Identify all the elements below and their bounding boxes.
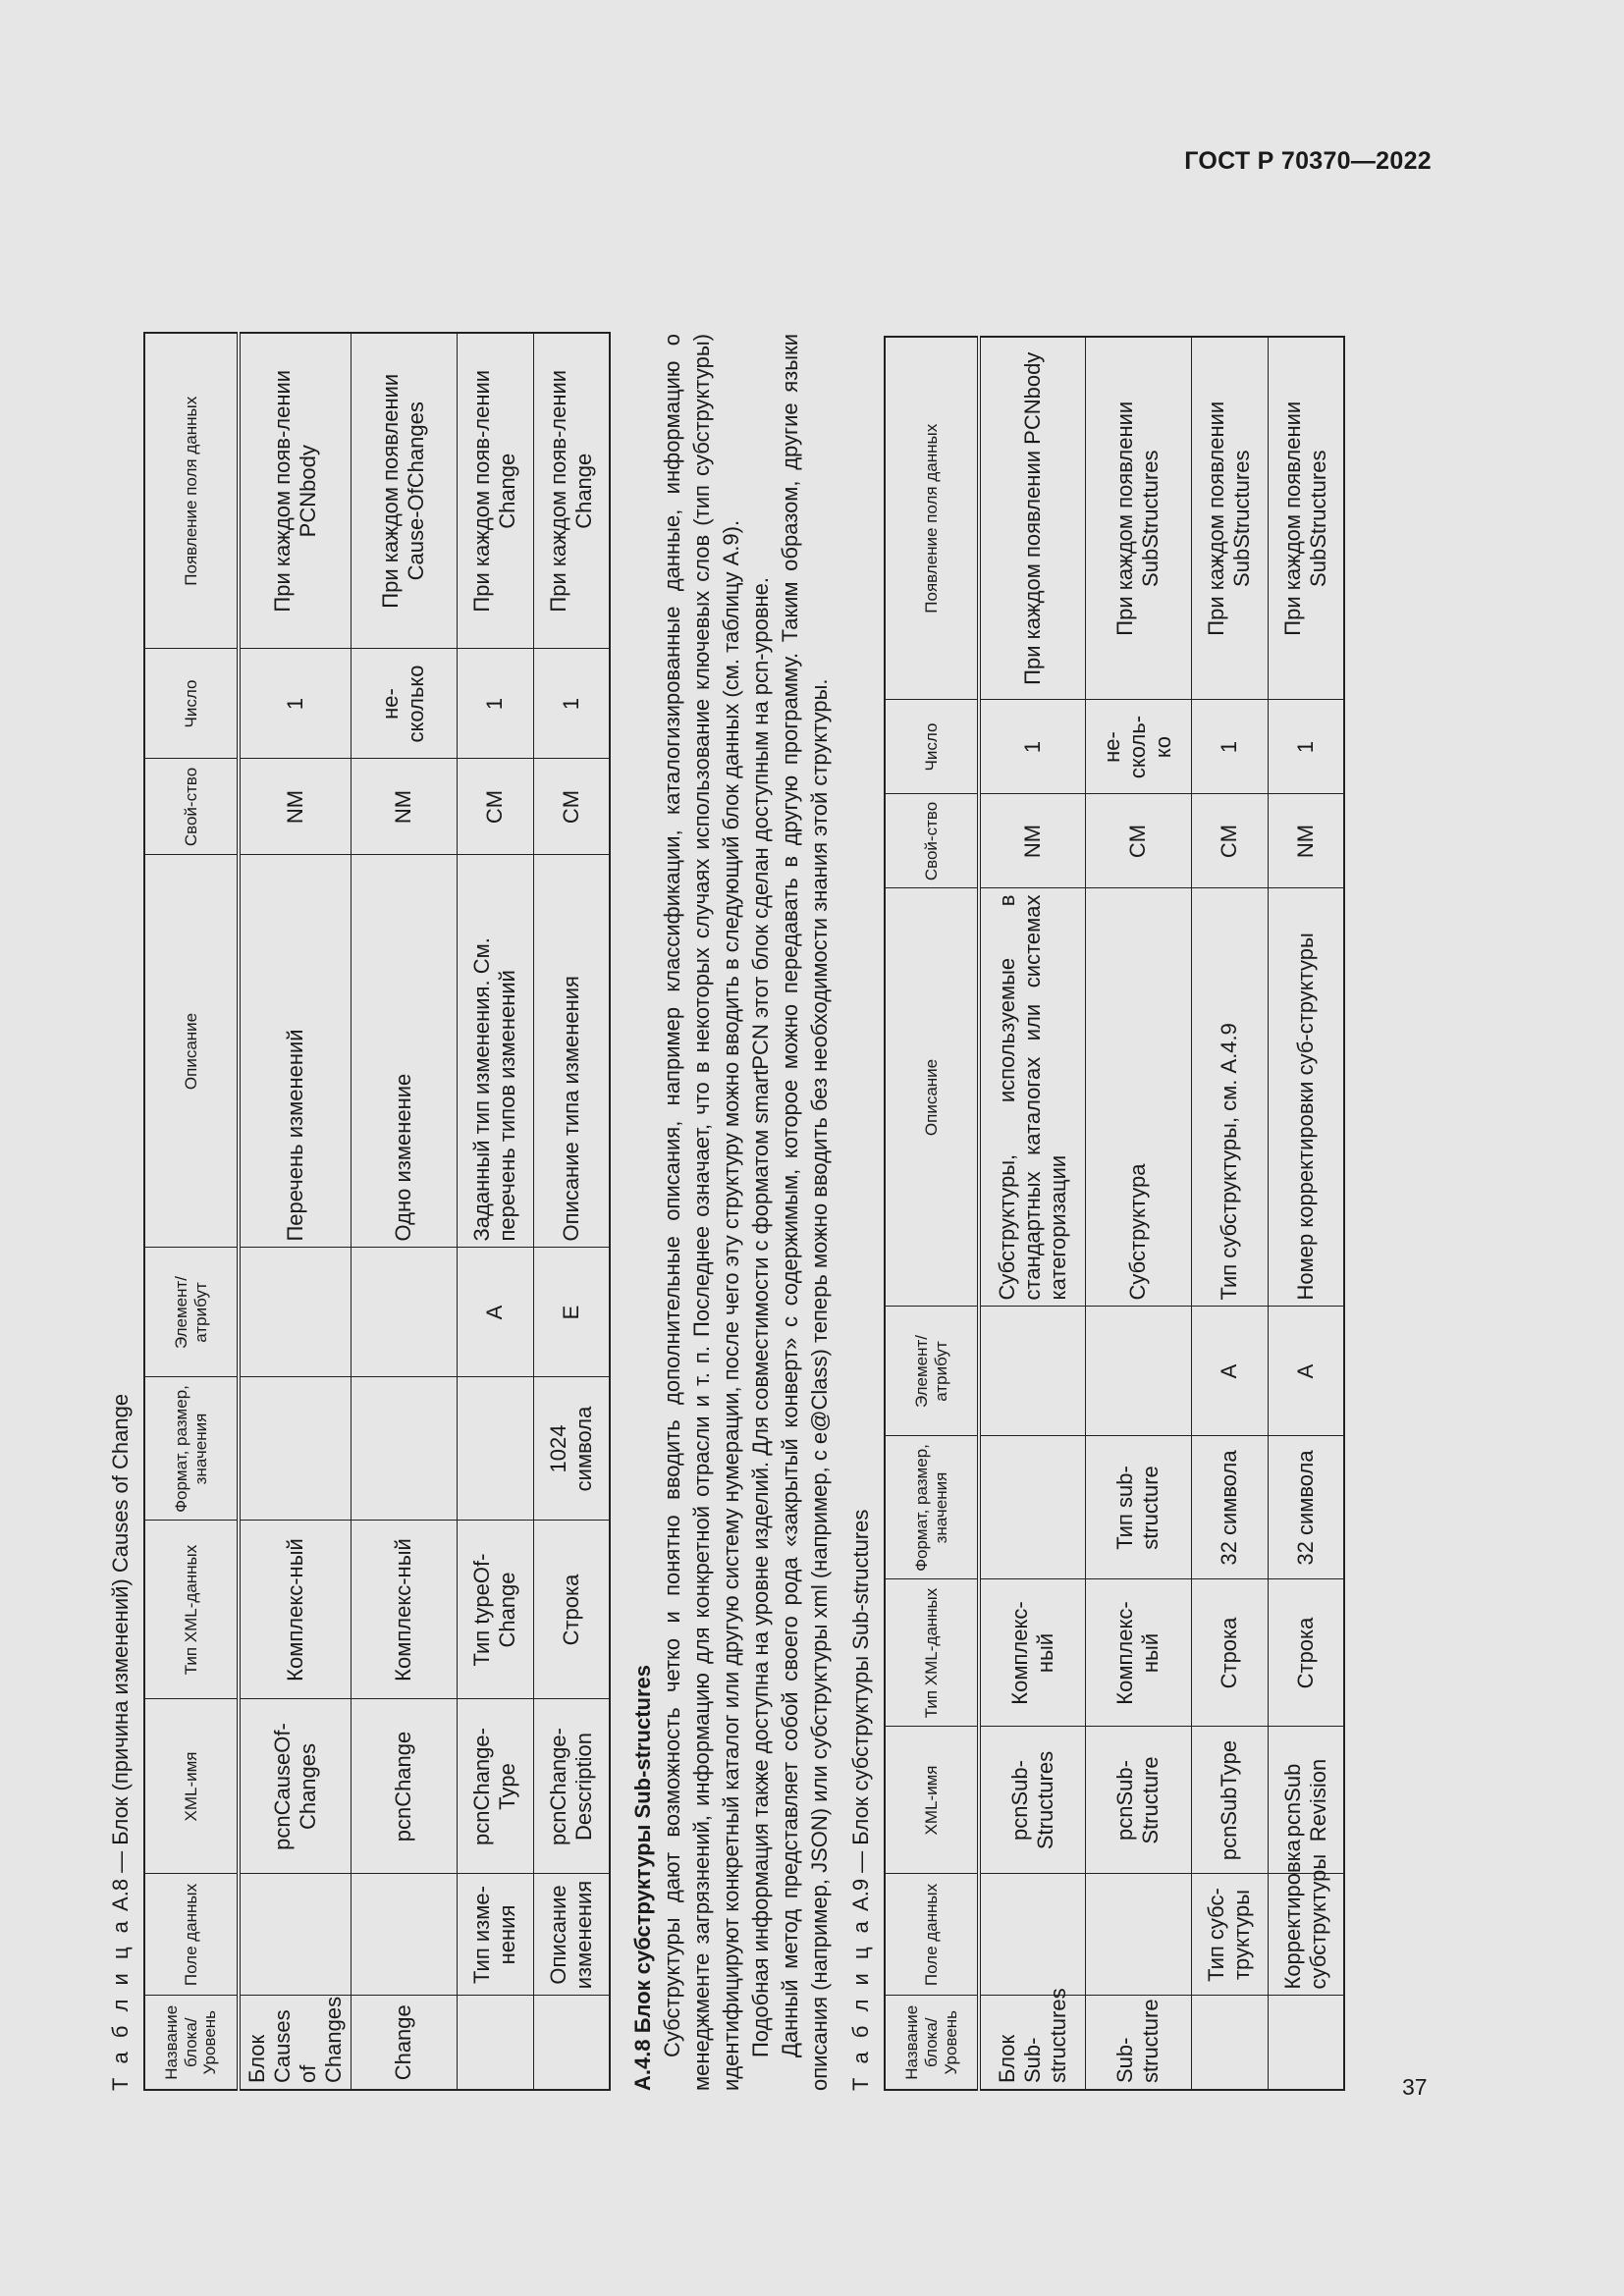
cell-count: 1 bbox=[1268, 700, 1344, 794]
cell-element bbox=[979, 1307, 1085, 1436]
cell-count: 1 bbox=[239, 649, 351, 759]
cell-field: Тип изме-нения bbox=[457, 1874, 533, 1996]
cell-field bbox=[1085, 1874, 1191, 1996]
caption-label: Т а б л и ц а bbox=[108, 1917, 133, 2091]
cell-count: не-сколько bbox=[351, 649, 457, 759]
page-number: 37 bbox=[1402, 2074, 1428, 2100]
cell-field: Корректировка субструктуры bbox=[1268, 1874, 1344, 1996]
cell-description: Номер корректировки суб-структуры bbox=[1268, 888, 1344, 1307]
cell-xml-type: Тип typeOf-Change bbox=[457, 1521, 533, 1699]
table-a9 bbox=[884, 336, 1345, 2091]
cell-format bbox=[979, 1436, 1085, 1579]
cell-element: A bbox=[1268, 1307, 1344, 1436]
cell-xml-type: Комплекс-ный bbox=[979, 1579, 1085, 1727]
header-cell: Поле данных bbox=[144, 1874, 239, 1996]
cell-block bbox=[1191, 1996, 1268, 2090]
cell-element: A bbox=[457, 1248, 533, 1377]
cell-property: CM bbox=[1191, 794, 1268, 888]
section-heading: А.4.8 Блок субструктуры Sub-structures bbox=[630, 1664, 656, 2091]
cell-description: Перечень изменений bbox=[239, 855, 351, 1248]
cell-description: Субструктура bbox=[1085, 888, 1191, 1307]
caption-label: Т а б л и ц а bbox=[848, 1917, 874, 2091]
header-cell: Название блока/ Уровень bbox=[144, 1996, 239, 2090]
section-paragraph: Данный метод представляет собой своего рода «закрытый конверт» с содержимым, которое можно передавать в другую программу. Таким образом, другие языки описания (например, JSON) или субструктуры xml (например, с e@Class) теперь можно вводить без необходимости знания этой структуры. bbox=[778, 334, 833, 2091]
cell-xml-name: pcnChange-Type bbox=[457, 1699, 533, 1874]
header-cell: Формат, размер, значения bbox=[885, 1436, 979, 1579]
cell-property: CM bbox=[457, 759, 533, 855]
cell-xml-type: Комплекс-ный bbox=[239, 1521, 351, 1699]
cell-description: Одно изменение bbox=[351, 855, 457, 1248]
cell-count: 1 bbox=[1191, 700, 1268, 794]
table-header-row bbox=[144, 333, 239, 2090]
cell-occurrence: При каждом появлении SubStructures bbox=[1191, 337, 1268, 700]
cell-block: Change bbox=[351, 1996, 457, 2090]
header-cell: Элемент/ атрибут bbox=[885, 1307, 979, 1436]
cell-block: Блок Causes of Changes bbox=[239, 1996, 351, 2090]
header-cell: Тип XML-данных bbox=[144, 1521, 239, 1699]
cell-format: 1024 символа bbox=[533, 1377, 610, 1521]
cell-xml-name: pcnChange-Description bbox=[533, 1699, 610, 1874]
cell-count: 1 bbox=[457, 649, 533, 759]
cell-format: Тип sub-structure bbox=[1085, 1436, 1191, 1579]
cell-description: Субструктуры, используемые в стандартных каталогах или системах категоризации bbox=[979, 888, 1085, 1307]
cell-element bbox=[1085, 1307, 1191, 1436]
cell-xml-type: Строка bbox=[1268, 1579, 1344, 1727]
cell-xml-name: pcnSub-Structures bbox=[979, 1727, 1085, 1874]
cell-xml-name: pcnSub Revision bbox=[1268, 1727, 1344, 1874]
cell-block: Sub-structure bbox=[1085, 1996, 1191, 2090]
cell-xml-name: pcnSub-Structure bbox=[1085, 1727, 1191, 1874]
cell-format: 32 символа bbox=[1268, 1436, 1344, 1579]
caption-title: А.8 — Блок (причина изменений) Causes of Change bbox=[108, 1393, 133, 1911]
cell-element: E bbox=[533, 1248, 610, 1377]
section-a48 bbox=[628, 334, 835, 2091]
table-row bbox=[979, 337, 1085, 2090]
cell-field: Тип субс-труктуры bbox=[1191, 1874, 1268, 1996]
table-row bbox=[1085, 337, 1191, 2090]
cell-property: CM bbox=[533, 759, 610, 855]
standard-designation: ГОСТ Р 70370—2022 bbox=[1184, 147, 1432, 175]
header-cell: Описание bbox=[885, 888, 979, 1307]
cell-description: Тип субструктуры, см. А.4.9 bbox=[1191, 888, 1268, 1307]
header-cell: Элемент/ атрибут bbox=[144, 1248, 239, 1377]
header-cell: XML-имя bbox=[885, 1727, 979, 1874]
rotated-content bbox=[108, 226, 1502, 2091]
cell-xml-type: Комплекс-ный bbox=[351, 1521, 457, 1699]
table-row bbox=[1268, 337, 1344, 2090]
cell-format bbox=[239, 1377, 351, 1521]
cell-field bbox=[239, 1874, 351, 1996]
cell-field bbox=[351, 1874, 457, 1996]
cell-count: 1 bbox=[979, 700, 1085, 794]
header-cell: Тип XML-данных bbox=[885, 1579, 979, 1727]
table-a8 bbox=[143, 332, 611, 2091]
header-cell: Число bbox=[885, 700, 979, 794]
header-cell: Поле данных bbox=[885, 1874, 979, 1996]
cell-property: NM bbox=[1268, 794, 1344, 888]
cell-xml-type: Строка bbox=[533, 1521, 610, 1699]
cell-count: 1 bbox=[533, 649, 610, 759]
cell-property: NM bbox=[239, 759, 351, 855]
cell-occurrence: При каждом появлении SubStructures bbox=[1268, 337, 1344, 700]
table-a9-caption bbox=[848, 226, 874, 2091]
cell-occurrence: При каждом появлении PCNbody bbox=[979, 337, 1085, 700]
cell-xml-type: Комплекс-ный bbox=[1085, 1579, 1191, 1727]
cell-xml-name: pcnCauseOf-Changes bbox=[239, 1699, 351, 1874]
cell-format: 32 символа bbox=[1191, 1436, 1268, 1579]
header-cell: Формат, размер, значения bbox=[144, 1377, 239, 1521]
cell-occurrence: При каждом появлении SubStructures bbox=[1085, 337, 1191, 700]
cell-occurrence: При каждом появ-лении Change bbox=[533, 333, 610, 649]
header-cell: Свой-ство bbox=[144, 759, 239, 855]
cell-occurrence: При каждом появлении Cause-OfChanges bbox=[351, 333, 457, 649]
header-cell: Описание bbox=[144, 855, 239, 1248]
header-cell: XML-имя bbox=[144, 1699, 239, 1874]
cell-element bbox=[239, 1248, 351, 1377]
cell-element: A bbox=[1191, 1307, 1268, 1436]
table-row bbox=[533, 333, 610, 2090]
header-cell: Свой-ство bbox=[885, 794, 979, 888]
cell-property: NM bbox=[979, 794, 1085, 888]
cell-block bbox=[457, 1996, 533, 2090]
table-header-row bbox=[885, 337, 979, 2090]
table-row bbox=[457, 333, 533, 2090]
section-paragraph: Субструктуры дают возможность четко и понятно вводить дополнительные описания, например классификации, каталогизированные данные, информацию о менеджменте загрязнений, информацию для конкретной отрасли и т. п. Последнее означает, что в некоторых случаях использование ключевых слов (тип субструктуры) идентифицируют конкретный каталог или другую систему нумерации, после чего эту структуру можно вводить в следующий блок данных (см. таблицу А.9). bbox=[660, 334, 744, 2091]
cell-xml-type: Строка bbox=[1191, 1579, 1268, 1727]
table-row bbox=[239, 333, 351, 2090]
section-paragraph: Подобная информация также доступна на уровне изделий. Для совместимости с форматом smartPCN этот блок сделан доступным на pcn-уровне. bbox=[748, 576, 774, 2057]
header-cell: Появление поля данных bbox=[885, 337, 979, 700]
cell-xml-name: pcnSubType bbox=[1191, 1727, 1268, 1874]
cell-format bbox=[457, 1377, 533, 1521]
cell-description: Заданный тип изменения. См. перечень типов изменений bbox=[457, 855, 533, 1248]
cell-block: Блок Sub-structures bbox=[979, 1996, 1085, 2090]
cell-block bbox=[1268, 1996, 1344, 2090]
cell-field: Описание изменения bbox=[533, 1874, 610, 1996]
cell-property: CM bbox=[1085, 794, 1191, 888]
cell-format bbox=[351, 1377, 457, 1521]
header-cell: Появление поля данных bbox=[144, 333, 239, 649]
cell-property: NM bbox=[351, 759, 457, 855]
cell-occurrence: При каждом появ-лении Change bbox=[457, 333, 533, 649]
cell-xml-name: pcnChange bbox=[351, 1699, 457, 1874]
cell-count: не-сколь-ко bbox=[1085, 700, 1191, 794]
table-row bbox=[1191, 337, 1268, 2090]
cell-block bbox=[533, 1996, 610, 2090]
caption-title: А.9 — Блок субструктуры Sub-structures bbox=[848, 1509, 874, 1911]
cell-description: Описание типа изменения bbox=[533, 855, 610, 1248]
cell-field bbox=[979, 1874, 1085, 1996]
header-cell: Название блока/ Уровень bbox=[885, 1996, 979, 2090]
table-row bbox=[351, 333, 457, 2090]
cell-occurrence: При каждом появ-лении PCNbody bbox=[239, 333, 351, 649]
cell-element bbox=[351, 1248, 457, 1377]
table-a8-caption bbox=[108, 226, 134, 2091]
header-cell: Число bbox=[144, 649, 239, 759]
